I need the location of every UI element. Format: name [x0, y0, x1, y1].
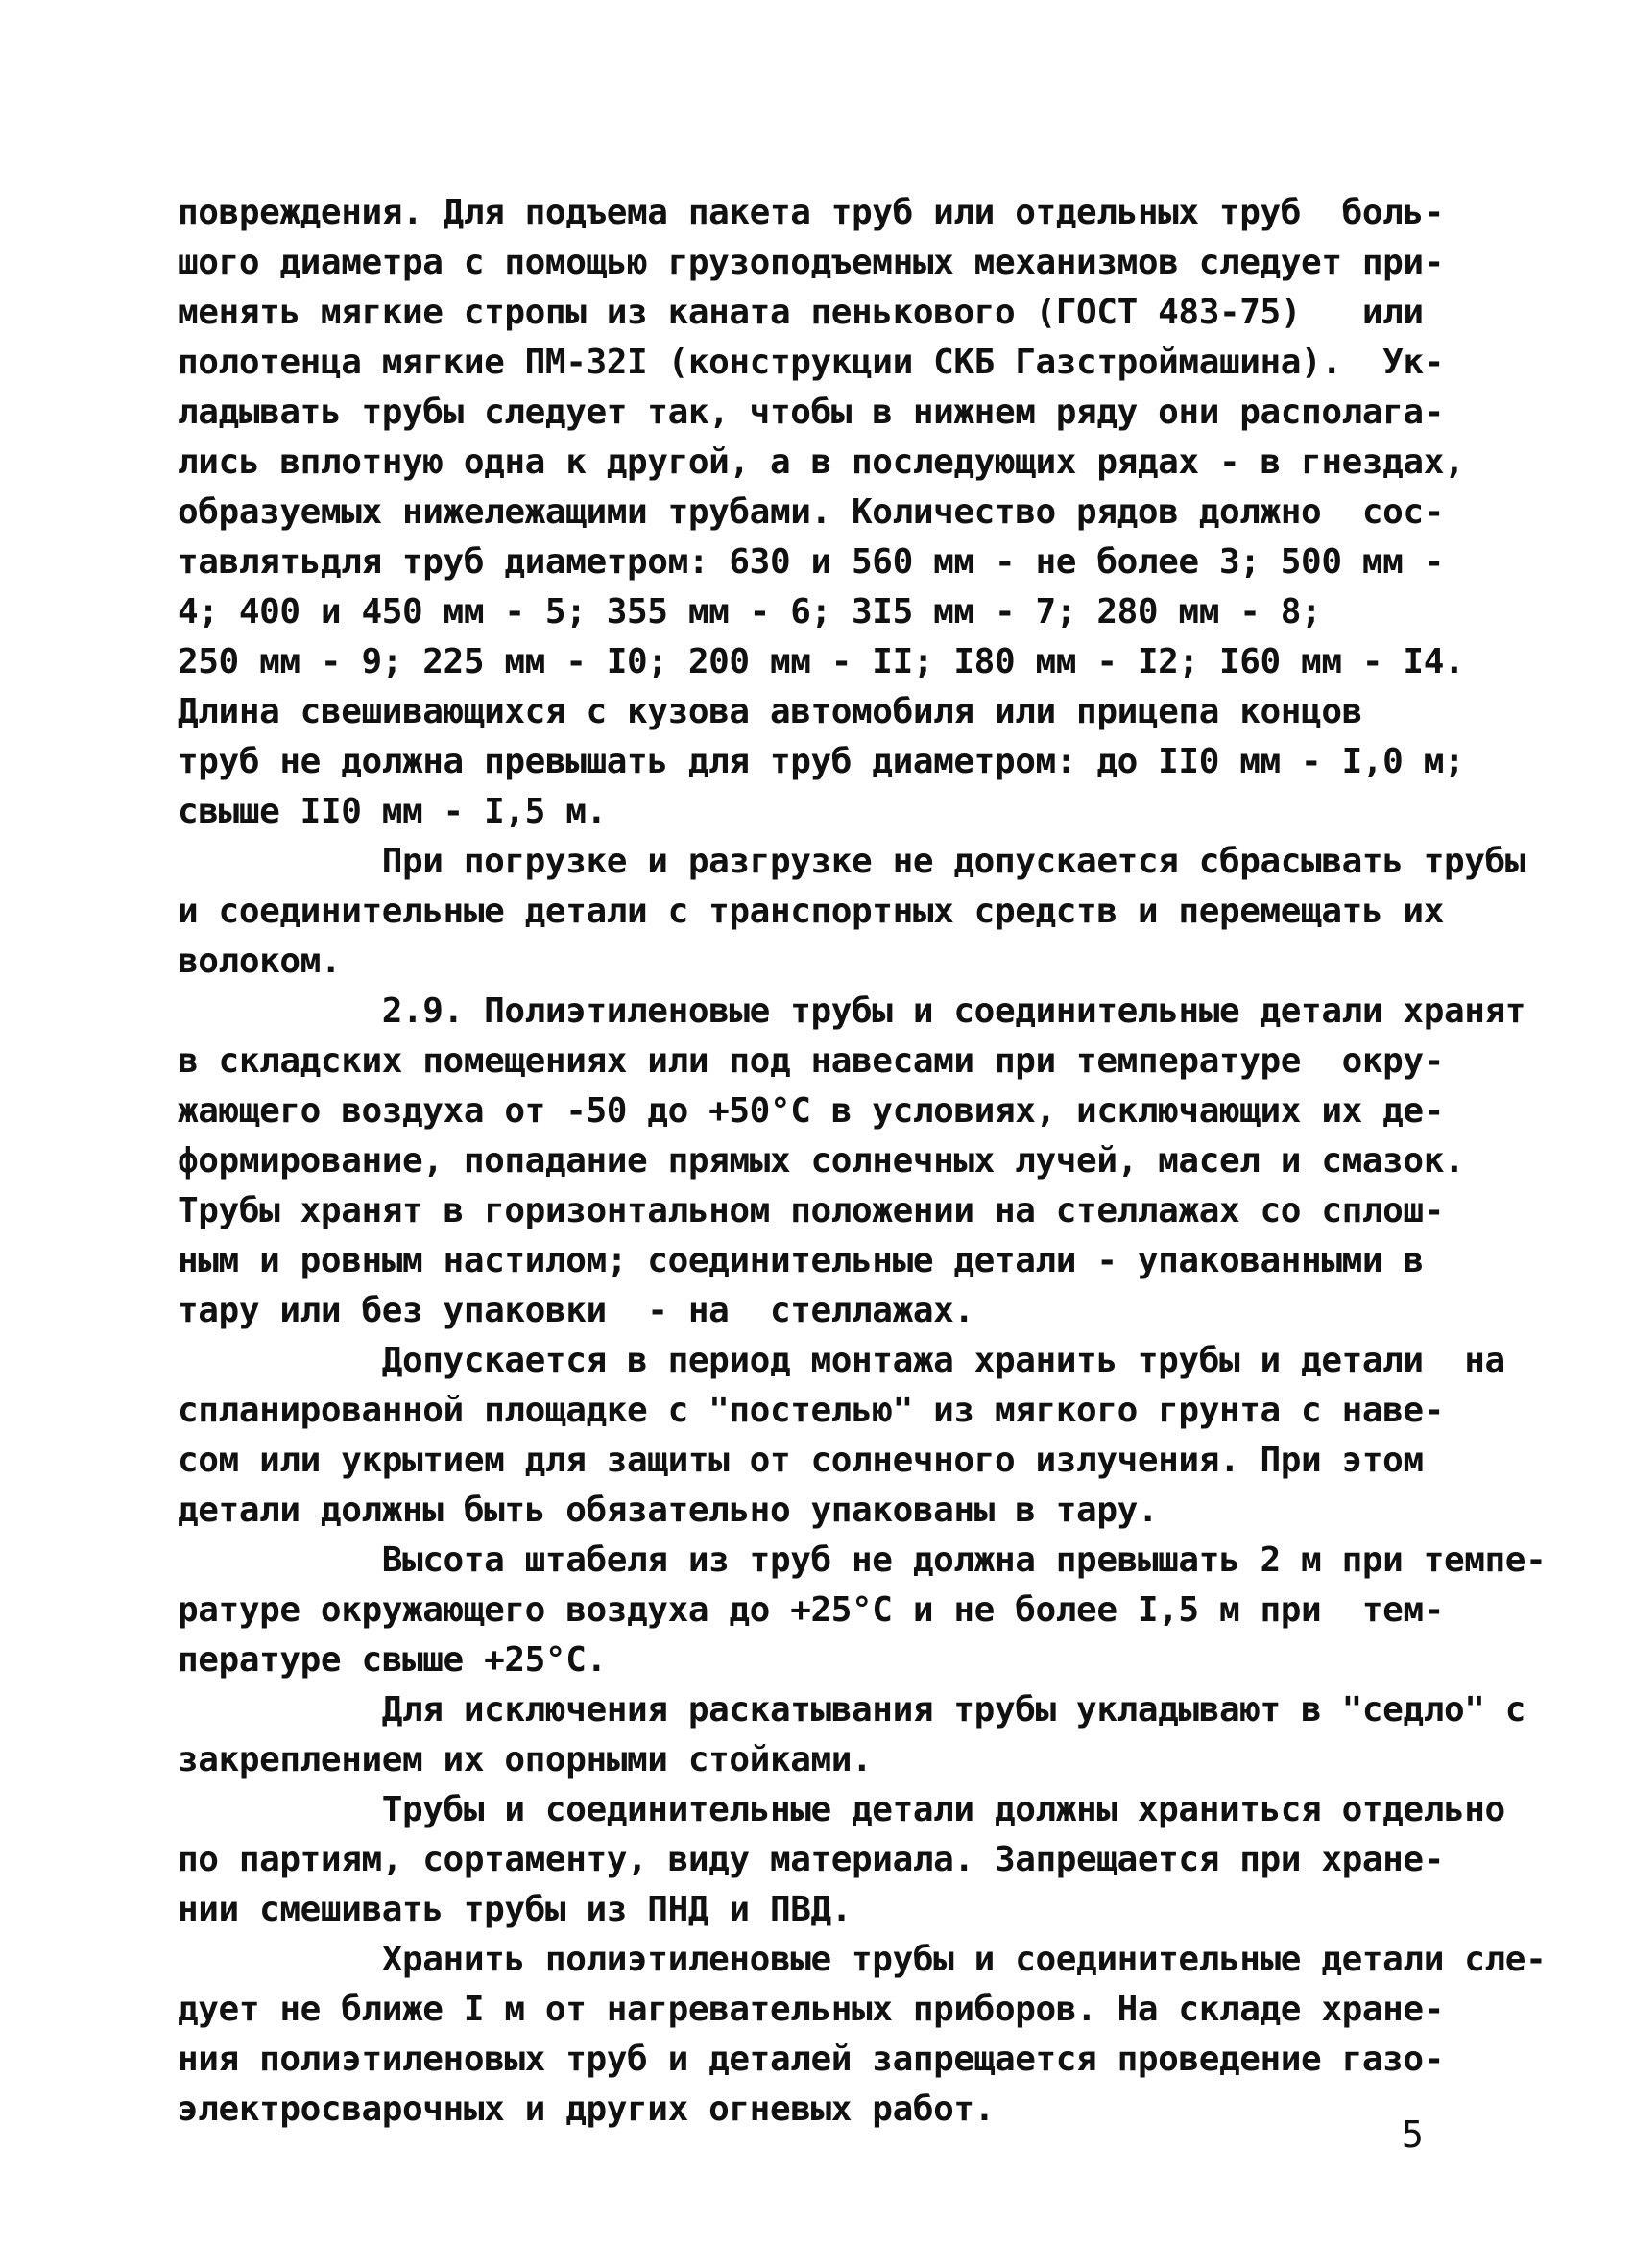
text-line: дует не ближе I м от нагревательных приборов. На складе хране-	[178, 1990, 1444, 2029]
text-line: Хранить полиэтиленовые трубы и соединительные детали сле-	[178, 1940, 1547, 1979]
text-line: по партиям, сортаменту, виду материала. Запрещается при хране-	[178, 1840, 1444, 1879]
text-line: детали должны быть обязательно упакованы в тару.	[178, 1491, 1159, 1530]
text-line: и соединительные детали с транспортных средств и перемещать их	[178, 892, 1444, 931]
text-line: Для исключения раскатывания трубы укладывают в "седло" с	[178, 1690, 1526, 1730]
body-text	[178, 188, 1547, 2135]
text-line: лись вплотную одна к другой, а в последующих рядах - в гнездах,	[178, 442, 1465, 482]
text-line: электросварочных и других огневых работ.	[178, 2089, 995, 2129]
text-line: закреплением их опорными стойками.	[178, 1740, 873, 1779]
text-line: тавлятьдля труб диаметром: 630 и 560 мм - не более 3; 500 мм -	[178, 542, 1444, 582]
text-line: формирование, попадание прямых солнечных лучей, масел и смазок.	[178, 1141, 1465, 1181]
text-line: образуемых нижележащими трубами. Количество рядов должно сос-	[178, 492, 1444, 532]
text-line: тару или без упаковки - на стеллажах.	[178, 1291, 974, 1330]
text-line: менять мягкие стропы из каната пенькового (ГОСТ 483-75) или	[178, 293, 1424, 332]
text-line: в складских помещениях или под навесами при температуре окру-	[178, 1041, 1444, 1081]
text-line: полотенца мягкие ПМ-32I (конструкции СКБ Газстроймашина). Ук-	[178, 343, 1444, 382]
text-line: ным и ровным настилом; соединительные детали - упакованными в	[178, 1241, 1424, 1280]
text-line: Допускается в период монтажа хранить трубы и детали на	[178, 1341, 1505, 1380]
text-line: 2.9. Полиэтиленовые трубы и соединительные детали хранят	[178, 991, 1526, 1031]
text-line: ния полиэтиленовых труб и деталей запрещается проведение газо-	[178, 2040, 1444, 2079]
text-line: волоком.	[178, 942, 342, 981]
text-line: свыше II0 мм - I,5 м.	[178, 792, 607, 831]
text-line: спланированной площадке с "постелью" из мягкого грунта с наве-	[178, 1391, 1444, 1430]
text-line: Длина свешивающихся с кузова автомобиля или прицепа концов	[178, 692, 1362, 731]
text-line: 4; 400 и 450 мм - 5; 355 мм - 6; 3I5 мм - 7; 280 мм - 8;	[178, 592, 1322, 632]
text-line: 250 мм - 9; 225 мм - I0; 200 мм - II; I80 мм - I2; I60 мм - I4.	[178, 642, 1465, 681]
text-line: сом или укрытием для защиты от солнечного излучения. При этом	[178, 1441, 1424, 1480]
text-line: шого диаметра с помощью грузоподъемных механизмов следует при-	[178, 243, 1444, 282]
text-line: При погрузке и разгрузке не допускается сбрасывать трубы	[178, 842, 1526, 881]
text-line: пературе свыше +25°С.	[178, 1640, 607, 1680]
text-line: жающего воздуха от -50 до +50°С в условиях, исключающих их де-	[178, 1091, 1444, 1131]
text-line: Высота штабеля из труб не должна превышать 2 м при темпе-	[178, 1540, 1547, 1580]
text-line: Трубы и соединительные детали должны храниться отдельно	[178, 1790, 1505, 1829]
text-line: ратуре окружающего воздуха до +25°С и не более I,5 м при тем-	[178, 1590, 1444, 1630]
text-line: повреждения. Для подъема пакета труб или отдельных труб боль-	[178, 193, 1444, 232]
text-line: ладывать трубы следует так, чтобы в нижнем ряду они располага-	[178, 393, 1444, 432]
text-line: нии смешивать трубы из ПНД и ПВД.	[178, 1890, 853, 1929]
text-line: Трубы хранят в горизонтальном положении на стеллажах со сплош-	[178, 1191, 1444, 1230]
text-line: труб не должна превышать для труб диаметром: до II0 мм - I,0 м;	[178, 742, 1465, 781]
page-number: 5	[1402, 2113, 1424, 2156]
